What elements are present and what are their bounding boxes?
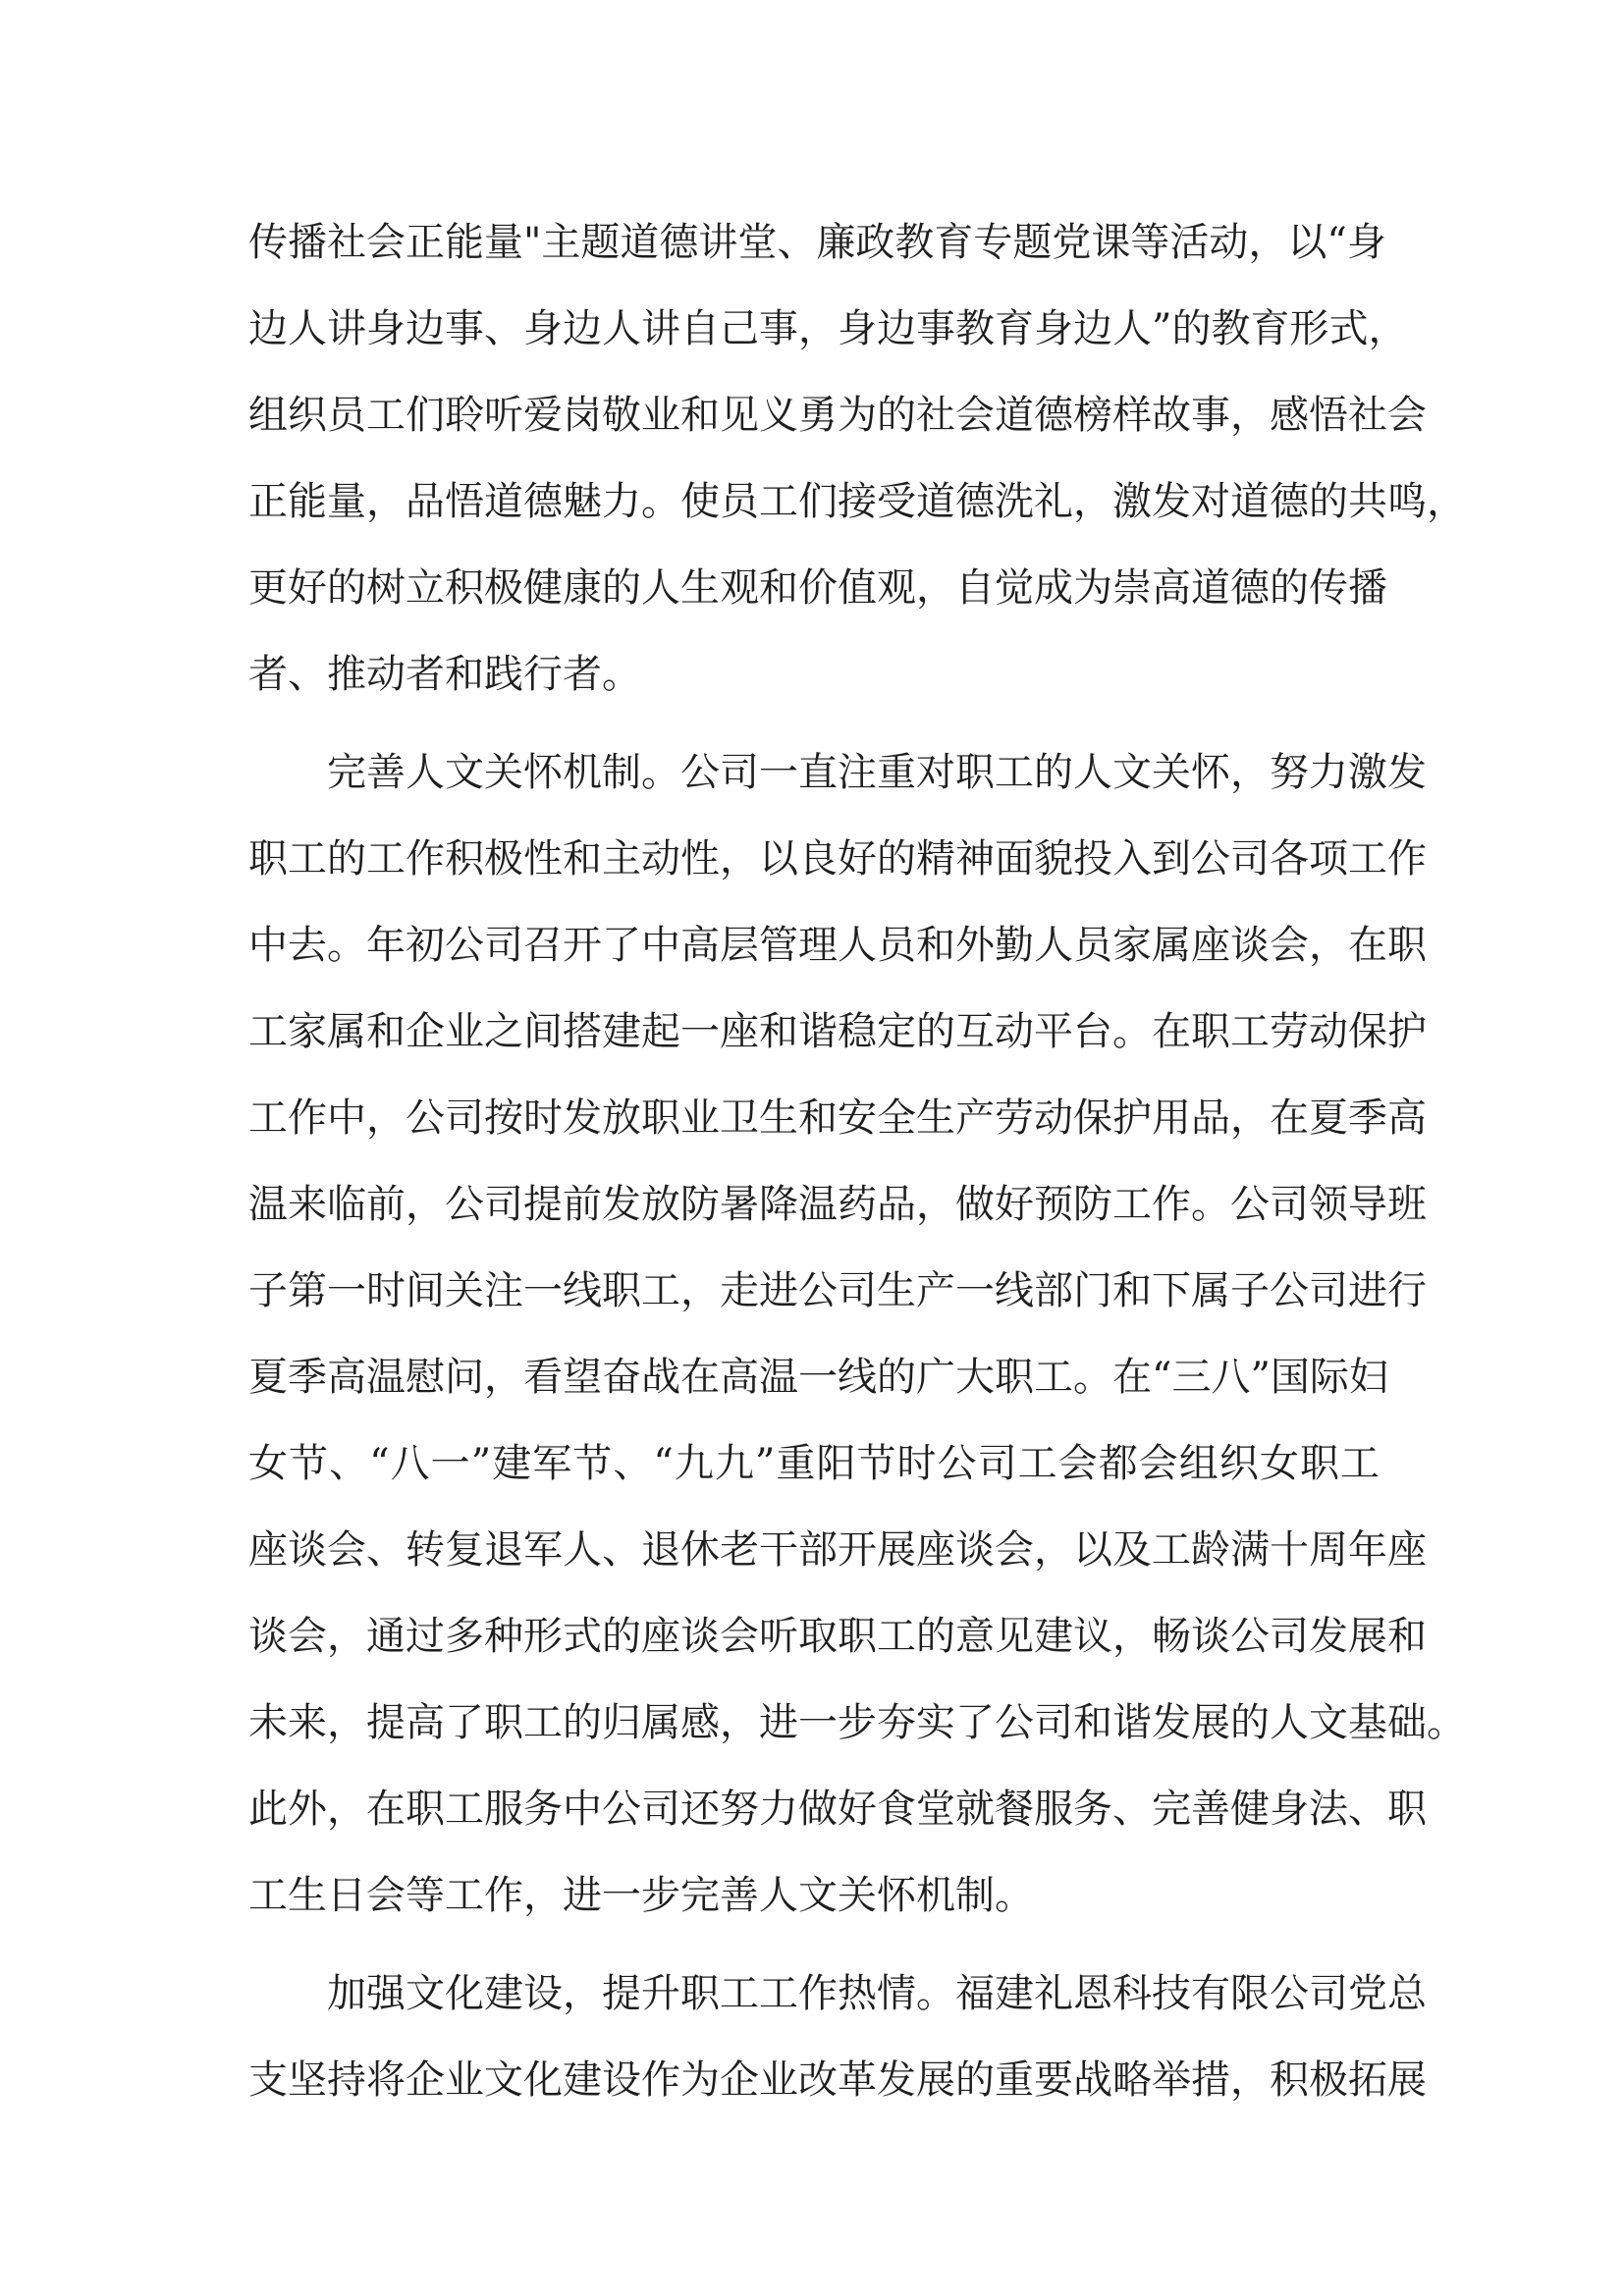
text-line: 边人讲身边事、身边人讲自己事，身边事教育身边人”的教育形式， [248,306,1408,351]
text-line: 未来，提高了职工的归属感，进一步夯实了公司和谐发展的人文基础。 [248,1700,1466,1745]
paragraph-spacer [248,718,1380,729]
text-line: 温来临前，公司提前发放防暑降温药品，做好预防工作。公司领导班 [248,1182,1427,1227]
paragraph-2 [248,729,1466,1939]
paragraph-1 [248,199,1466,718]
text-line: 支坚持将企业文化建设作为企业改革发展的重要战略举措，积极拓展 [248,2057,1427,2103]
text-line: 中去。年初公司召开了中高层管理人员和外勤人员家属座谈会，在职 [248,923,1427,968]
text-line: 女节、“八一”建军节、“九九”重阳节时公司工会都会组织女职工 [248,1441,1380,1486]
text-line: 工家属和企业之间搭建起一座和谐稳定的互动平台。在职工劳动保护 [248,1009,1427,1054]
text-line: 传播社会正能量"主题道德讲堂、廉政教育专题党课等活动，以“身 [248,220,1386,265]
paragraph-spacer [248,1939,1380,1950]
text-line: 夏季高温慰问，看望奋战在高温一线的广大职工。在“三八”国际妇 [248,1355,1388,1400]
text-line: 组织员工们聆听爱岗敬业和见义勇为的社会道德榜样故事，感悟社会 [248,393,1427,438]
text-line: 此外，在职工服务中公司还努力做好食堂就餐服务、完善健身法、职 [248,1787,1427,1832]
text-line: 加强文化建设，提升职工工作热情。福建礼恩科技有限公司党总 [327,1971,1427,2016]
text-line: 工作中，公司按时发放职业卫生和安全生产劳动保护用品，在夏季高 [248,1095,1427,1141]
text-line: 完善人文关怀机制。公司一直注重对职工的人文关怀，努力激发 [327,750,1427,795]
text-line: 座谈会、转复退军人、退休老干部开展座谈会，以及工龄满十周年座 [248,1527,1427,1573]
text-line: 职工的工作积极性和主动性，以良好的精神面貌投入到公司各项工作 [248,836,1427,881]
text-line: 谈会，通过多种形式的座谈会听取职工的意见建议，畅谈公司发展和 [248,1614,1427,1659]
text-line: 正能量，品悟道德魅力。使员工们接受道德洗礼，激发对道德的共鸣， [248,479,1466,524]
document-body [248,199,1466,2123]
paragraph-3 [248,1950,1427,2123]
text-line: 工生日会等工作，进一步完善人文关怀机制。 [248,1873,1034,1918]
text-line: 子第一时间关注一线职工，走进公司生产一线部门和下属子公司进行 [248,1268,1427,1313]
text-line: 者、推动者和践行者。 [248,652,641,697]
text-line: 更好的树立积极健康的人生观和价值观，自觉成为崇高道德的传播 [248,565,1387,611]
